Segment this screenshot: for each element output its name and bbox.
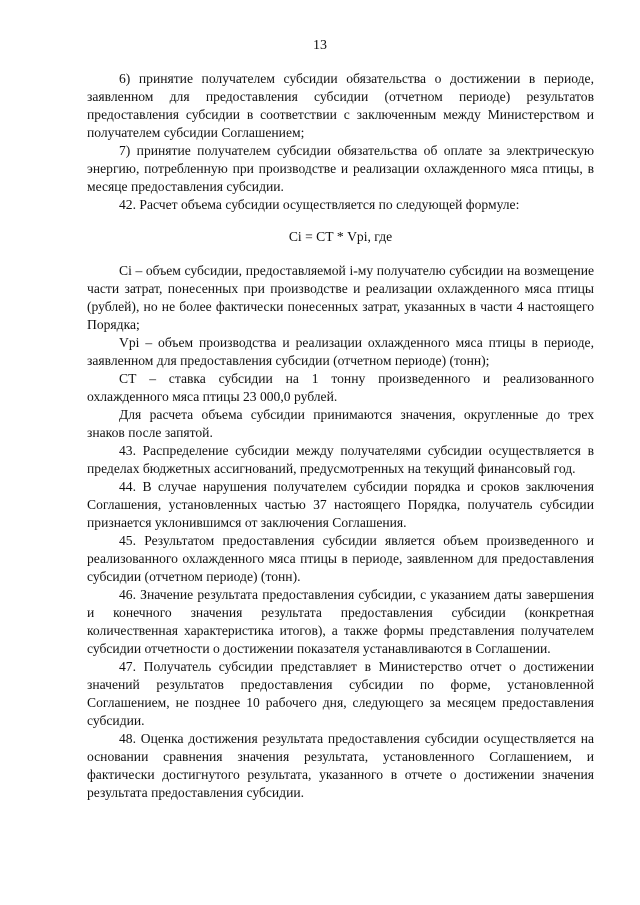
paragraph-46: 46. Значение результата предоставления субсидии, с указанием даты завершения и конечного значения результата предоставления субсидии (конкретная количественная характеристика итогов), а также формы представления получателем субсидии отчетности о достижении показателя устанавливаются в Соглашении.	[87, 587, 594, 656]
paragraph-44: 44. В случае нарушения получателем субсидии порядка и сроков заключения Соглашения, установленных частью 37 настоящего Порядка, получатель субсидии признается уклонившимся от заключения Соглашения.	[87, 479, 594, 530]
paragraph-item-7: 7) принятие получателем субсидии обязательства об оплате за электрическую энергию, потребленную при производстве и реализации охлажденного мяса птицы, в месяце предоставления субсидии.	[87, 143, 594, 194]
page-number: 13	[313, 38, 327, 53]
rounding-note: Для расчета объема субсидии принимаются значения, округленные до трех знаков после запятой.	[87, 407, 594, 440]
document-body	[87, 70, 594, 802]
paragraph-43: 43. Распределение субсидии между получателями субсидии осуществляется в пределах бюджетных ассигнований, предусмотренных на текущий финансовый год.	[87, 443, 594, 476]
formula: Ci = СТ * Vpi, где	[288, 229, 393, 244]
paragraph-47: 47. Получатель субсидии представляет в Министерство отчет о достижении значений результатов предоставления субсидии по форме, установленной Соглашением, не позднее 10 рабочего дня, следующего за месяцем предоставления субсидии.	[87, 659, 594, 728]
paragraph-item-6: 6) принятие получателем субсидии обязательства о достижении в периоде, заявленном для предоставления субсидии (отчетном периоде) результатов предоставления субсидии в соответствии с заключенным между Министерством и получателем субсидии Соглашением;	[87, 71, 594, 140]
paragraph-45: 45. Результатом предоставления субсидии является объем произведенного и реализованного охлажденного мяса птицы в периоде, заявленном для предоставления субсидии (отчетном периоде) (тонн).	[87, 533, 594, 584]
definition-st: СТ – ставка субсидии на 1 тонну произведенного и реализованного охлажденного мяса птицы 23 000,0 рублей.	[87, 371, 594, 404]
paragraph-42: 42. Расчет объема субсидии осуществляется по следующей формуле:	[119, 197, 520, 212]
definition-vpi: Vpi – объем производства и реализации охлажденного мяса птицы в периоде, заявленном для предоставления субсидии (отчетном периоде) (тонн);	[87, 335, 594, 368]
paragraph-48: 48. Оценка достижения результата предоставления субсидии осуществляется на основании сравнения значения результата, установленного Соглашением, и фактически достигнутого результата, указанного в отчете о достижении значения результата предоставления субсидии.	[87, 731, 594, 800]
definition-ci: Ci – объем субсидии, предоставляемой i-му получателю субсидии на возмещение части затрат, понесенных при производстве и реализации охлажденного мяса птицы (рублей), но не более фактически понесенных затрат, указанных в части 4 настоящего Порядка;	[87, 263, 594, 332]
